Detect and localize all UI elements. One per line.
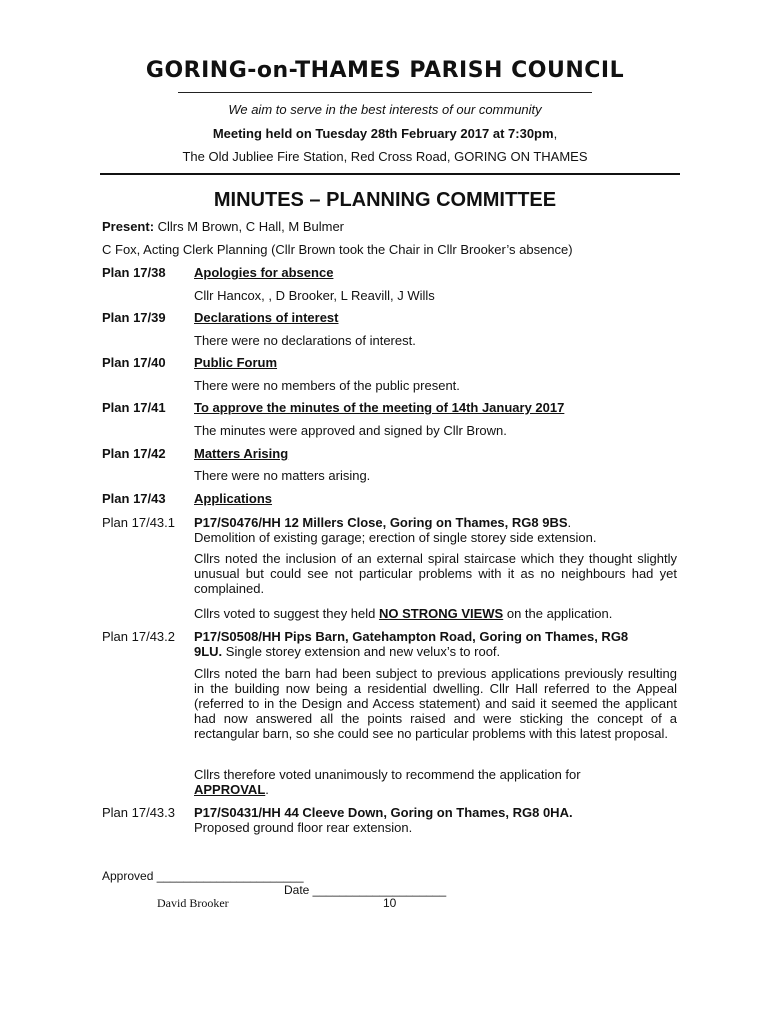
item-heading: Applications [194,491,273,506]
meeting-venue: The Old Jubliee Fire Station, Red Cross Road, GORING ON THAMES [182,149,588,164]
application-description: Demolition of existing garage; erection of single storey side extension. [194,530,597,545]
page-number: 10 [383,896,397,910]
item-text: There were no matters arising. [194,468,371,483]
item-number: Plan 17/40 [102,355,166,370]
item-number: Plan 17/43 [102,491,166,506]
application-number: Plan 17/43.3 [102,805,176,820]
application-vote [194,767,677,797]
application-note: Cllrs noted the barn had been subject to previous applications previously resulting in the building now being a residential dwelling. Cllr Hall referred to the Appeal (referred to in the Design and Access statement) and said it seemed the applicant had now answered all the points raised and were sticking the concept of a rectangular barn, so she could see no particular problems with this latest proposal. [194,666,677,741]
vote-text: Cllrs therefore voted unanimously to recommend the application for [194,767,581,782]
meeting-details [0,126,770,141]
item-text: The minutes were approved and signed by Cllr Brown. [194,423,507,438]
item-number: Plan 17/41 [102,400,166,415]
document-title: MINUTES – PLANNING COMMITTEE [213,189,557,211]
application-postcode: 9LU. [194,644,223,659]
application-reference-cont [194,644,677,659]
application-reference [194,515,677,530]
application-ref-end: . [567,515,572,530]
present-label: Present: [102,219,155,234]
application-number: Plan 17/43.2 [102,629,176,644]
application-description: Proposed ground floor rear extension. [194,820,413,835]
present-names: Cllrs M Brown, C Hall, M Bulmer [154,219,344,234]
clerk-line: C Fox, Acting Clerk Planning (Cllr Brown took the Chair in Cllr Brooker’s absence) [102,242,573,257]
council-title: GORING-on-THAMES PARISH COUNCIL [145,58,625,83]
meeting-date: Meeting held on Tuesday 28th February 2017 at 7:30pm [212,126,554,141]
item-text: Cllr Hancox, , D Brooker, L Reavill, J Wills [194,288,435,303]
application-address: P17/S0431/HH 44 Cleeve Down, Goring on Thames, RG8 0HA. [194,805,573,820]
item-heading: Public Forum [194,355,278,370]
vote-text-end: . [265,782,269,797]
application-address: P17/S0508/HH Pips Barn, Gatehampton Road, Goring on Thames, RG8 [194,629,629,644]
item-heading: Apologies for absence [194,265,334,280]
date-line: Date ____________________ [284,883,447,897]
vote-text: Cllrs voted to suggest they held [194,606,379,621]
meeting-suffix: , [553,126,558,141]
item-number: Plan 17/42 [102,446,166,461]
header-divider [100,173,680,175]
item-text: There were no members of the public present. [194,378,460,393]
application-description: Single storey extension and new velux’s to roof. [222,644,501,659]
application-note: Cllrs noted the inclusion of an external spiral staircase which they thought slightly unusual but could see not particular problems with it as no neighbours had yet complained. [194,551,677,596]
council-motto: We aim to serve in the best interests of our community [228,102,542,117]
item-heading: Declarations of interest [194,310,339,325]
title-underline [178,92,592,93]
application-vote [194,606,677,621]
application-address: P17/S0476/HH 12 Millers Close, Goring on Thames, RG8 9BS [194,515,568,530]
item-heading: Matters Arising [194,446,289,461]
application-number: Plan 17/43.1 [102,515,176,530]
approved-signature-line: Approved ______________________ [102,869,304,883]
item-number: Plan 17/38 [102,265,166,280]
item-heading: To approve the minutes of the meeting of 14th January 2017 [194,400,565,415]
vote-decision: APPROVAL [194,782,266,797]
present-line [102,219,344,234]
item-text: There were no declarations of interest. [194,333,416,348]
vote-text-end: on the application. [503,606,613,621]
signatory-name: David Brooker [157,896,229,910]
vote-decision: NO STRONG VIEWS [379,606,504,621]
item-number: Plan 17/39 [102,310,166,325]
